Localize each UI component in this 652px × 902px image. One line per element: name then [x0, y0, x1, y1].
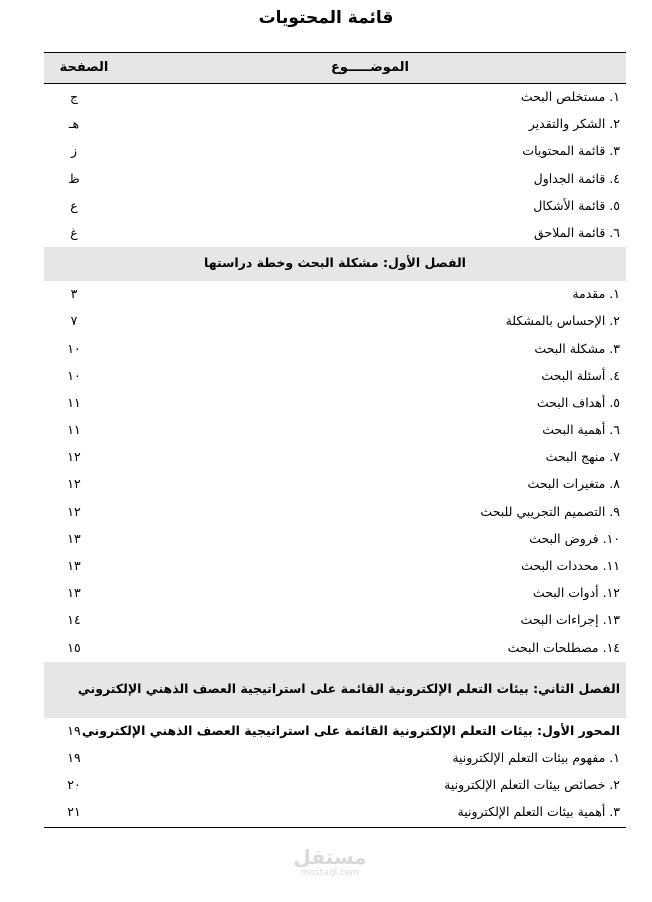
chapter1-list	[44, 281, 626, 662]
table-row	[44, 580, 626, 607]
row-page: ١١	[67, 422, 81, 438]
row-topic: ٢. الشكر والتقدير	[528, 116, 620, 132]
watermark-latin: mostaql.com	[300, 868, 360, 878]
row-topic: ٤. قائمة الجداول	[533, 170, 620, 186]
row-topic: ١. مفهوم بيئات التعلم الإلكترونية	[452, 749, 620, 765]
row-page: ز	[70, 143, 78, 159]
header-topic: الموضـــــوع	[330, 60, 409, 75]
table-row	[44, 607, 626, 634]
row-page: ١٩	[67, 749, 81, 765]
row-topic: ٩. التصميم التجريبي للبحث	[480, 503, 620, 519]
row-page: ١٤	[67, 612, 81, 628]
row-page: ١٠	[67, 340, 81, 356]
row-page: هـ	[68, 116, 80, 132]
mostaql-watermark	[285, 846, 375, 878]
row-topic: ٦. أهمية البحث	[542, 422, 620, 438]
table-header	[44, 52, 626, 84]
row-topic: ١. مقدمة	[572, 286, 620, 302]
table-row	[44, 471, 626, 498]
row-page: ١٥	[67, 639, 81, 655]
chapter2-heading	[44, 662, 626, 718]
chapter2-list	[44, 745, 626, 827]
row-topic: ٢. خصائص بيئات التعلم الإلكترونية	[444, 777, 620, 793]
row-page: ٣	[70, 286, 78, 302]
row-page: غ	[70, 224, 78, 240]
table-row	[44, 193, 626, 220]
table-row	[44, 417, 626, 444]
table-row	[44, 745, 626, 772]
row-topic: ٥. أهداف البحث	[536, 394, 620, 410]
table-row	[44, 111, 626, 138]
axis1-page: ١٩	[67, 722, 81, 738]
table-row	[44, 220, 626, 247]
row-topic: ١. مستخلص البحث	[520, 89, 620, 104]
watermark-arabic: مستقل	[293, 845, 367, 869]
row-page: ١٢	[67, 449, 81, 465]
row-page: ١٣	[67, 558, 81, 573]
row-topic: ٦. قائمة الملاحق	[534, 224, 620, 240]
chapter1-title: الفصل الأول: مشكلة البحث وخطة دراستها	[204, 255, 466, 271]
table-row	[44, 635, 626, 662]
table-row	[44, 138, 626, 165]
table-row	[44, 336, 626, 363]
row-topic: ٢. الإحساس بالمشكلة	[505, 313, 620, 329]
row-topic: ٧. منهج البحث	[545, 449, 620, 465]
row-page: ظ	[68, 170, 80, 186]
row-topic: ٥. قائمة الأشكال	[533, 197, 620, 213]
row-topic: ١٢. أدوات البحث	[532, 585, 620, 601]
row-topic: ٨. متغيرات البحث	[527, 476, 620, 492]
table-row	[44, 390, 626, 417]
table-row	[44, 499, 626, 526]
page-title: قائمة المحتويات	[258, 8, 394, 28]
header-page: الصفحة	[59, 60, 109, 75]
contents-table	[44, 52, 626, 828]
chapter1-heading	[44, 247, 626, 281]
table-row	[44, 772, 626, 799]
front-matter-list	[44, 84, 626, 247]
row-page: ج	[69, 89, 79, 104]
row-page: ١١	[67, 394, 81, 410]
row-page: ٢٠	[67, 777, 81, 793]
row-topic: ١٠. فروض البحث	[529, 530, 620, 546]
row-topic: ٣. مشكلة البحث	[534, 340, 620, 356]
table-row	[44, 84, 626, 111]
table-row	[44, 308, 626, 335]
row-topic: ٣. أهمية بيئات التعلم الإلكترونية	[457, 804, 620, 820]
row-page: ٧	[70, 313, 78, 329]
table-row	[44, 553, 626, 580]
row-topic: ٣. قائمة المحتويات	[522, 143, 620, 159]
row-page: ١٢	[67, 476, 81, 492]
row-topic: ١٤. مصطلحات البحث	[507, 639, 620, 655]
table-row	[44, 363, 626, 390]
table-row	[44, 799, 626, 826]
row-page: ع	[70, 197, 78, 213]
table-bottom-rule	[44, 827, 626, 828]
table-row	[44, 444, 626, 471]
row-page: ١٠	[67, 367, 81, 383]
table-row	[44, 526, 626, 553]
axis1-row	[44, 718, 626, 745]
axis1-topic: المحور الأول: بيئات التعلم الإلكترونية القائمة على استراتيجية العصف الذهني الإلكتروني	[81, 722, 620, 738]
table-row	[44, 281, 626, 308]
table-row	[44, 166, 626, 193]
chapter2-title: الفصل الثاني: بيئات التعلم الإلكترونية القائمة على استراتيجية العصف الذهني الإلكتروني	[77, 680, 620, 696]
row-page: ١٣	[67, 530, 81, 546]
row-topic: ٤. أسئلة البحث	[541, 367, 620, 383]
row-topic: ١١. محددات البحث	[521, 558, 620, 573]
row-topic: ١٣. إجراءات البحث	[520, 612, 620, 628]
row-page: ١٣	[67, 585, 81, 601]
row-page: ١٢	[67, 503, 81, 519]
row-page: ٢١	[67, 804, 81, 820]
